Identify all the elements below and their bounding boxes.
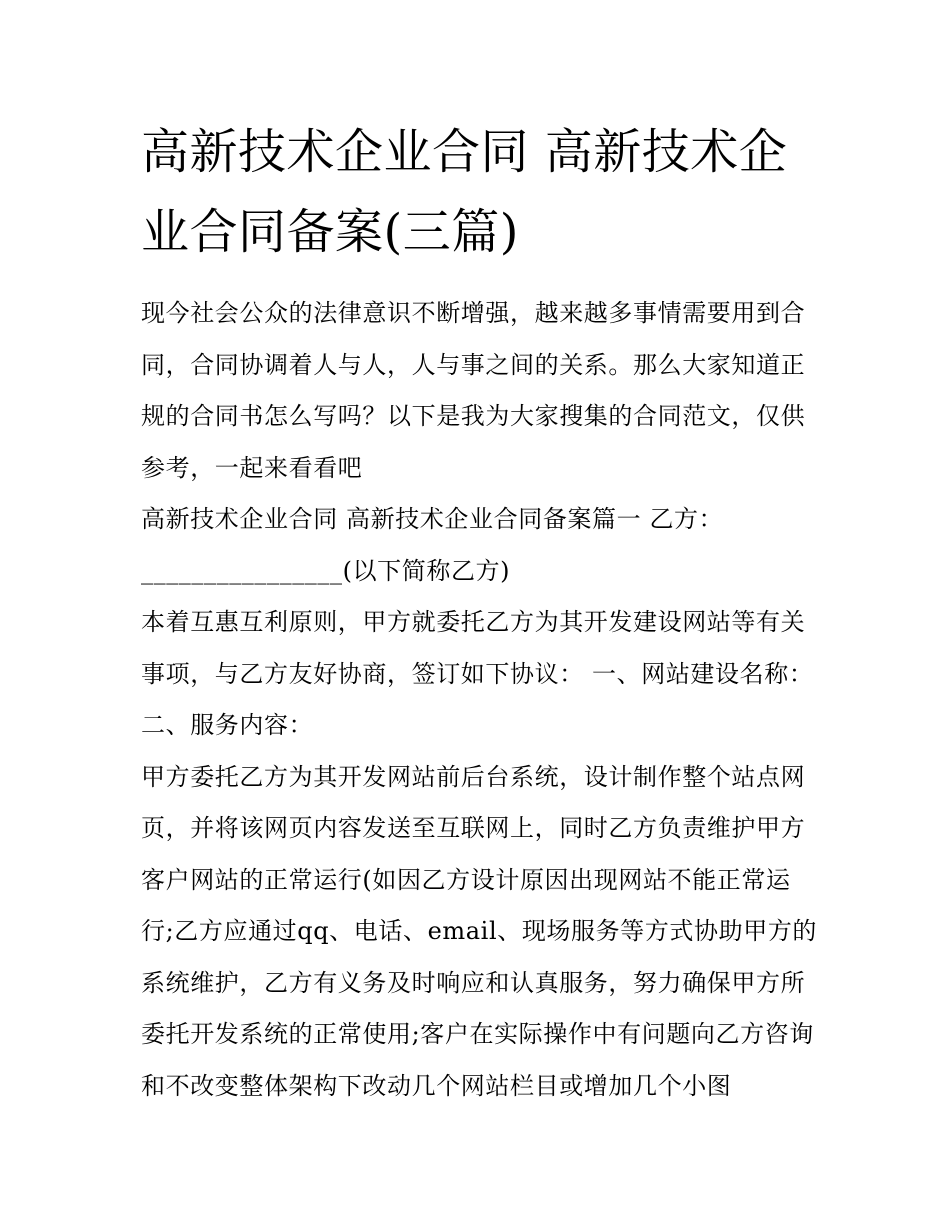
- document-title: 高新技术企业合同 高新技术企业合同备案(三篇): [141, 124, 788, 260]
- agreement-paragraph: 本着互惠互利原则，甲方就委托乙方为其开发建设网站等有关事项，与乙方友好协商，签订如下协议： 一、网站建设名称： 二、服务内容：: [141, 608, 814, 739]
- intro-paragraph: 现今社会公众的法律意识不断增强，越来越多事情需要用到合同，合同协调着人与人，人与事之间的关系。那么大家知道正规的合同书怎么写吗？以下是我为大家搜集的合同范文，仅供参考，一起来看看吧: [141, 299, 806, 482]
- document-page: [141, 112, 821, 1112]
- party-b-paragraph: 高新技术企业合同 高新技术企业合同备案篇一 乙方：________________(以下简称乙方): [141, 505, 724, 585]
- service-content-paragraph: 甲方委托乙方为其开发网站前后台系统，设计制作整个站点网页，并将该网页内容发送至互联网上，同时乙方负责维护甲方客户网站的正常运行(如因乙方设计原因出现网站不能正常运行;乙方应通过qq、电话、email、现场服务等方式协助甲方的系统维护，乙方有义务及时响应和认真服务，努力确保甲方所委托开发系统的正常使用;客户在实际操作中有问题向乙方咨询和不改变整体架构下改动几个网站栏目或增加几个小图: [141, 762, 818, 1100]
